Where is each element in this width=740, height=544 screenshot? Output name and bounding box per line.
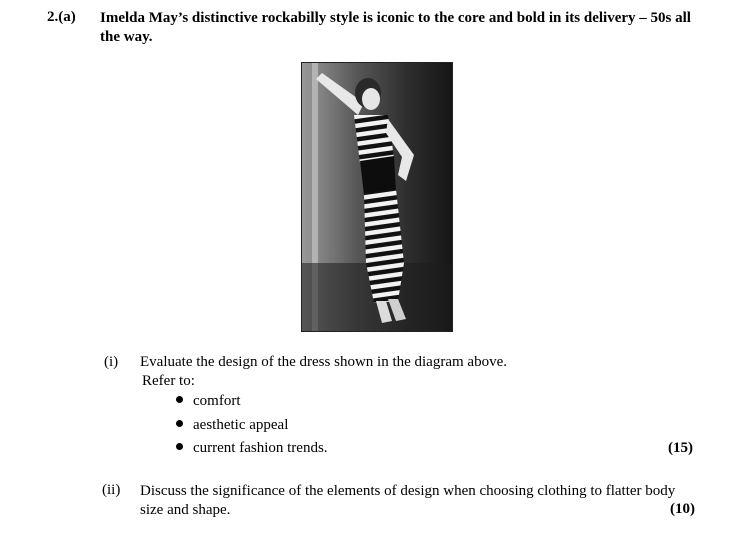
bullet-item <box>176 393 240 410</box>
bullet-text: current fashion trends. <box>193 440 328 456</box>
dress-photo <box>301 62 453 332</box>
part-ii-marks: (10) <box>670 501 695 517</box>
part-i-text: Evaluate the design of the dress shown in the diagram above. <box>140 354 507 370</box>
part-i-numeral: (i) <box>104 354 119 370</box>
question-number: 2.(a) <box>47 9 76 25</box>
bullet-item <box>176 440 328 457</box>
photo-woman-striped-dress-icon <box>302 63 452 331</box>
bullet-item <box>176 417 288 434</box>
bullet-text: aesthetic appeal <box>193 417 289 433</box>
question-stem: Imelda May’s distinctive rockabilly style is iconic to the core and bold in its delivery – 50s all the way. <box>100 10 691 45</box>
part-ii-text: Discuss the significance of the elements of design when choosing clothing to flatter body size and shape. <box>140 483 676 518</box>
bullet-text: comfort <box>193 393 241 409</box>
part-i-marks: (15) <box>668 440 693 456</box>
bullet-dot-icon <box>176 396 183 403</box>
part-ii-numeral: (ii) <box>102 482 121 498</box>
bullet-dot-icon <box>176 420 183 427</box>
bullet-dot-icon <box>176 443 183 450</box>
refer-to-label: Refer to: <box>142 373 195 389</box>
